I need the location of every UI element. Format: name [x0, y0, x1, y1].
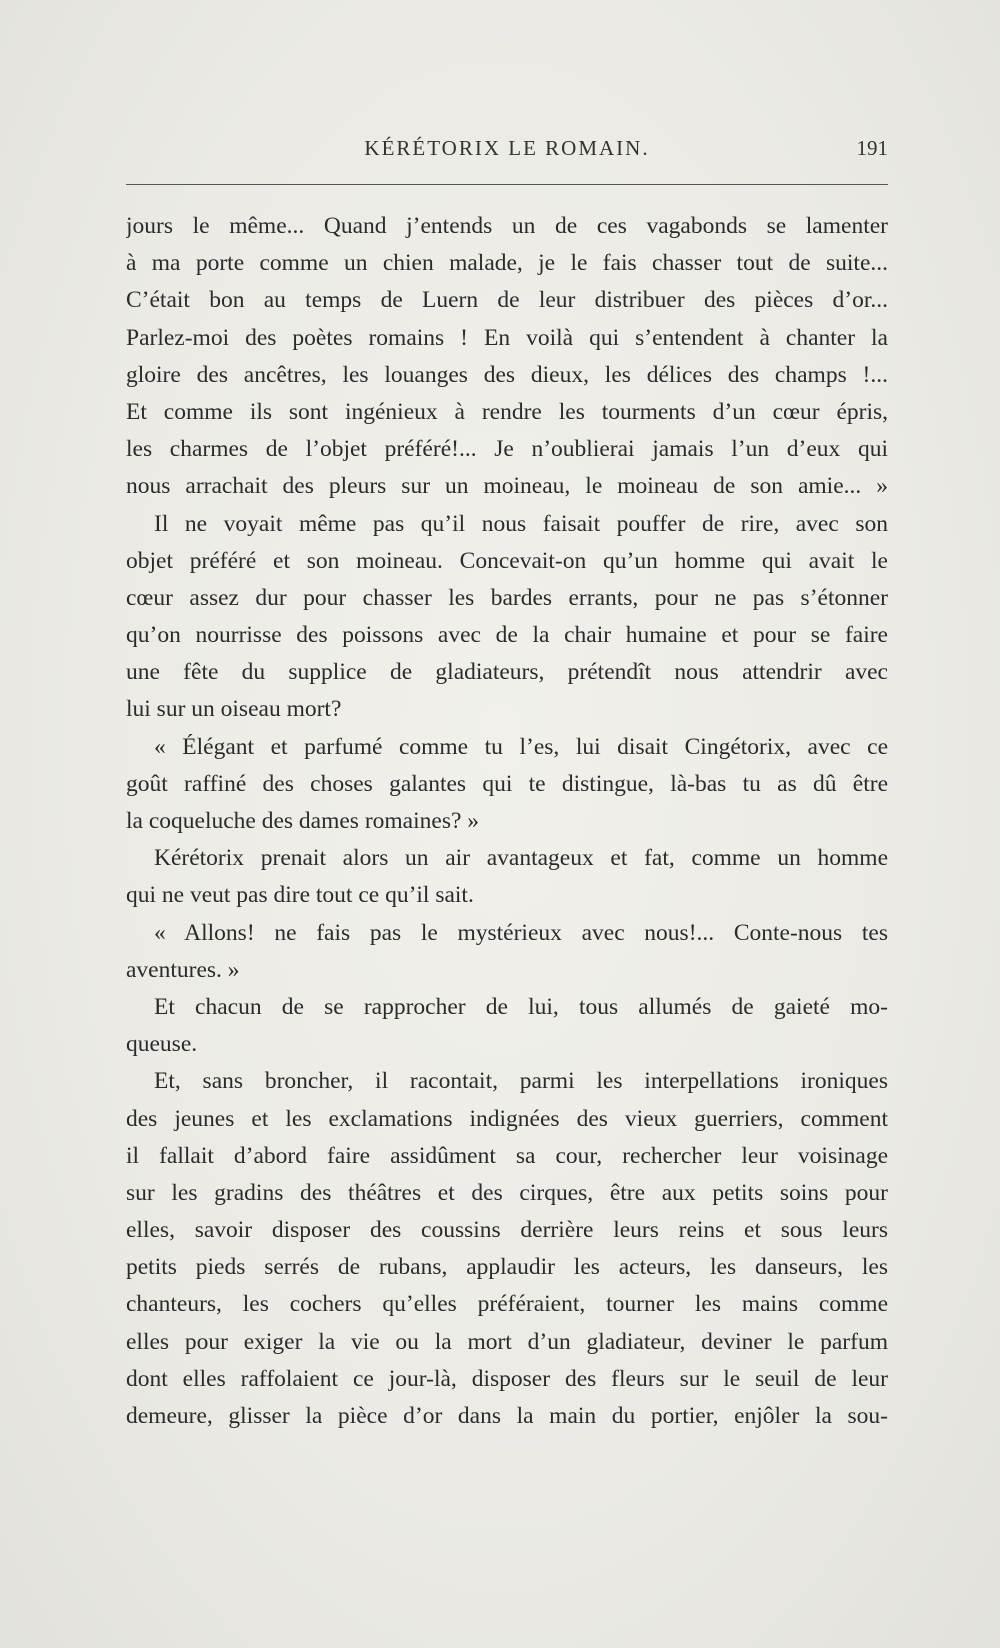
text-line: aventures. » [126, 956, 240, 983]
text-line: lui sur un oiseau mort? [126, 696, 342, 723]
text-line: qu’on nourrisse des poissons avec de la chair humaine et pour se faire [126, 622, 888, 649]
text-line: « Élégant et parfumé comme tu l’es, lui disait Cingétorix, avec ce [154, 733, 888, 760]
text-line: une fête du supplice de gladiateurs, prétendît nous attendrir avec [126, 659, 888, 686]
text-line: elles, savoir disposer des coussins derrière leurs reins et sous leurs [126, 1217, 888, 1244]
text-line: Il ne voyait même pas qu’il nous faisait pouffer de rire, avec son [154, 510, 888, 537]
text-line: goût raffiné des choses galantes qui te distingue, là-bas tu as dû être [126, 770, 888, 797]
text-line: dont elles raffolaient ce jour-là, disposer des fleurs sur le seuil de leur [126, 1365, 888, 1392]
text-line: Kérétorix prenait alors un air avantageux et fat, comme un homme [154, 845, 888, 872]
text-line: Et chacun de se rapprocher de lui, tous allumés de gaieté mo- [154, 993, 888, 1020]
text-line: elles pour exiger la vie ou la mort d’un gladiateur, deviner le parfum [126, 1328, 888, 1355]
text-line: il fallait d’abord faire assidûment sa cour, rechercher leur voisinage [126, 1142, 888, 1169]
text-line: chanteurs, les cochers qu’elles préféraient, tourner les mains comme [126, 1291, 888, 1318]
text-line: Et comme ils sont ingénieux à rendre les tourments d’un cœur épris, [126, 398, 888, 425]
running-head [126, 136, 888, 166]
text-line: la coqueluche des dames romaines? » [126, 808, 480, 834]
text-line: jours le même... Quand j’entends un de ces vagabonds se lamenter [126, 213, 888, 239]
text-line: gloire des ancêtres, les louanges des dieux, les délices des champs !... [126, 361, 888, 388]
body-text [126, 208, 888, 1435]
text-line: cœur assez dur pour chasser les bardes errants, pour ne pas s’étonner [126, 584, 888, 611]
text-line: à ma porte comme un chien malade, je le fais chasser tout de suite... [126, 250, 888, 277]
text-line: Parlez-moi des poètes romains ! En voilà qui s’entendent à chanter la [126, 324, 888, 351]
text-line: les charmes de l’objet préféré!... Je n’oublierai jamais l’un d’eux qui [126, 436, 888, 463]
text-line: Et, sans broncher, il racontait, parmi les interpellations ironiques [154, 1068, 888, 1095]
page-number: 191 [856, 136, 888, 160]
text-line: qui ne veut pas dire tout ce qu’il sait. [126, 882, 474, 909]
text-line: queuse. [126, 1031, 198, 1058]
text-line: demeure, glisser la pièce d’or dans la main du portier, enjôler la sou- [126, 1403, 888, 1429]
text-line: sur les gradins des théâtres et des cirques, être aux petits soins pour [126, 1179, 888, 1206]
text-line: des jeunes et les exclamations indignées des vieux guerriers, comment [126, 1105, 888, 1132]
text-line: objet préféré et son moineau. Concevait-on qu’un homme qui avait le [126, 547, 888, 574]
text-line: C’était bon au temps de Luern de leur distribuer des pièces d’or... [126, 287, 888, 314]
text-line: « Allons! ne fais pas le mystérieux avec nous!... Conte-nous tes [154, 919, 888, 946]
text-line: petits pieds serrés de rubans, applaudir les acteurs, les danseurs, les [126, 1254, 888, 1281]
running-title: KÉRÉTORIX LE ROMAIN. [364, 136, 650, 160]
text-line: nous arrachait des pleurs sur un moineau, le moineau de son amie... » [126, 473, 888, 500]
header-rule [126, 184, 888, 185]
